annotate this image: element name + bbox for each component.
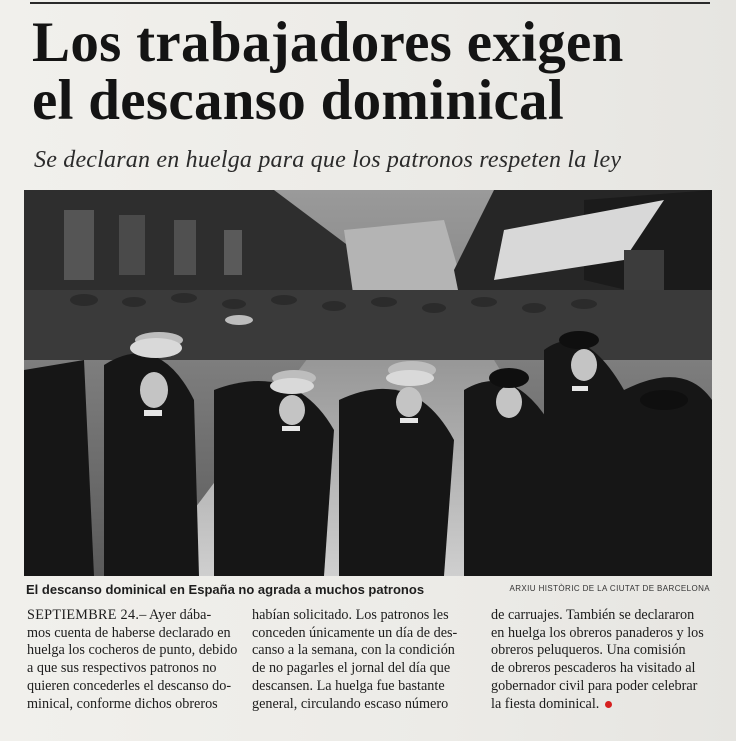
body-text: la fiesta dominical. [491,695,600,712]
body-line: canso a la semana, con la condición [252,642,455,659]
body-line: mos cuenta de haberse declarado en [27,624,231,641]
body-text: – Ayer dába- [139,607,212,623]
body-line: general, circulando escaso número [252,695,449,712]
body-line: de no pagarles el jornal del día que [252,660,451,677]
body-column-3 [491,607,713,713]
historic-street-photo [24,190,712,576]
body-line: obreros peluqueros. Una comisión [491,642,686,659]
headline-line-2: el descanso dominical [32,69,564,132]
body-line [491,696,713,714]
photo-caption: El descanso dominical en España no agrada a muchos patronos [26,582,425,597]
top-rule [30,2,710,4]
headline [32,11,722,132]
body-line: minical, conforme dichos obreros [27,695,218,712]
body-line: a que sus respectivos patronos no [27,660,217,677]
body-line: de carruajes. También se declararon [491,607,695,623]
subheadline: Se declaran en huelga para que los patronos respeten la ley [34,147,622,173]
end-of-article-dot-icon [605,701,612,708]
crowd-photo-illustration [24,190,712,576]
body-line [27,607,242,625]
dateline: SEPTIEMBRE 24. [27,607,140,623]
body-line: huelga los cocheros de punto, debido [27,642,238,659]
body-line: quieren concederles el descanso do- [27,677,232,694]
body-column-2 [252,607,467,713]
body-line: gobernador civil para poder celebrar [491,677,698,694]
body-line: descansen. La huelga fue bastante [252,677,445,694]
body-line: conceden únicamente un día de des- [252,624,458,641]
body-line: en huelga los obreros panaderos y los [491,624,704,641]
body-column-1 [27,607,242,713]
body-line: habían solicitado. Los patronos les [252,607,449,623]
photo-credit: ARXIU HISTÒRIC DE LA CIUTAT DE BARCELONA [509,584,710,593]
headline-line-1: Los trabajadores exigen [32,11,624,74]
body-line: de obreros pescaderos ha visitado al [491,660,696,677]
